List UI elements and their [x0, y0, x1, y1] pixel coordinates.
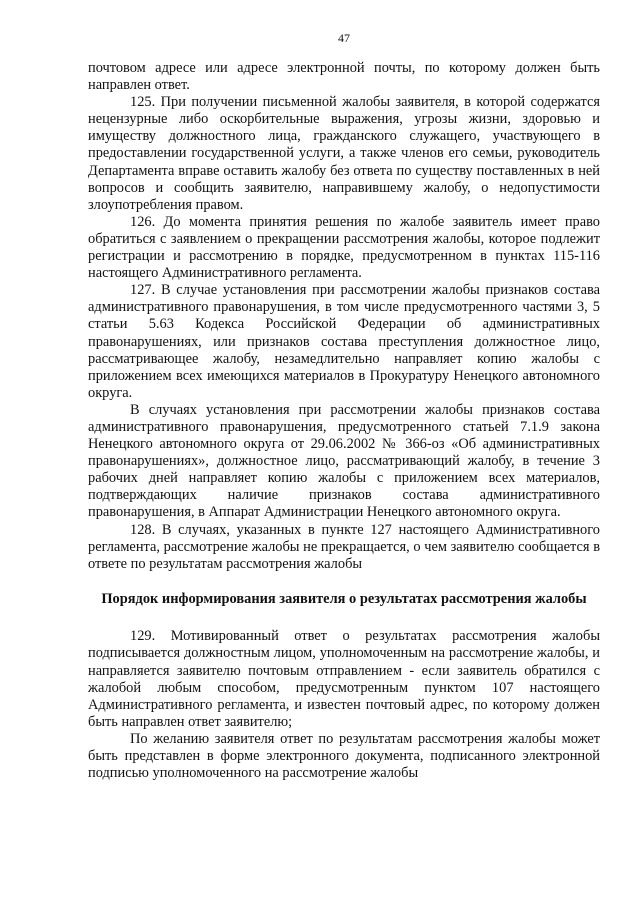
paragraph-127-continued: В случаях установления при рассмотрении жалобы признаков состава административного правонарушения, предусмотренного статьей 7.1.9 закона Ненецкого автономного округа от 29.06.2002 № 366-оз «Об административных правонарушениях», должностное лицо, рассматривающий жалобу, в течение 3 рабочих дней направляет копию жалобы с приложением всех материалов, подтверждающих наличие признаков состава административного правонарушения, в Аппарат Администрации Ненецкого автономного округа.: [88, 401, 600, 521]
paragraph-129: 129. Мотивированный ответ о результатах рассмотрения жалобы подписывается должностным лицом, уполномоченным на рассмотрение жалобы, и направляется заявителю почтовым отправлением - если заявитель обратился с жалобой любым способом, предусмотренным пунктом 107 настоящего Административного регламента, и известен почтовый адрес, по которому должен быть направлен ответ заявителю;: [88, 628, 600, 730]
paragraph-continuation: почтовом адресе или адресе электронной почты, по которому должен быть направлен ответ.: [88, 60, 600, 94]
document-body: [88, 60, 600, 782]
paragraph-125: 125. При получении письменной жалобы заявителя, в которой содержатся нецензурные либо оскорбительные выражения, угрозы жизни, здоровью и имуществу должностного лица, гражданского служащего, участвующего в предоставлении государственной услуги, а также членов его семьи, руководитель Департамента вправе оставить жалобу без ответа по существу поставленных в ней вопросов и сообщить заявителю, направившему жалобу, о недопустимости злоупотребления правом.: [88, 94, 600, 213]
paragraph-128: 128. В случаях, указанных в пункте 127 настоящего Административного регламента, рассмотрение жалобы не прекращается, о чем заявителю сообщается в ответе по результатам рассмотрения жалобы: [88, 521, 600, 572]
paragraph-126: 126. До момента принятия решения по жалобе заявитель имеет право обратиться с заявлением о прекращении рассмотрения жалобы, которое подлежит регистрации и рассмотрению в порядке, предусмотренном в пунктах 115-116 настоящего Административного регламента.: [88, 213, 600, 282]
paragraph-129-continued: По желанию заявителя ответ по результатам рассмотрения жалобы может быть представлен в форме электронного документа, подписанного электронной подписью уполномоченного на рассмотрение жалобы: [88, 730, 600, 782]
page-number: 47: [338, 31, 350, 45]
paragraph-127: 127. В случае установления при рассмотрении жалобы признаков состава административного правонарушения, в том числе предусмотренного частями 3, 5 статьи 5.63 Кодекса Российской Федерации об административных правонарушениях, или признаков состава преступления должностное лицо, рассматривающее жалобу, незамедлительно направляет копию жалобы с приложением всех имеющихся материалов в Прокуратуру Ненецкого автономного округа.: [88, 282, 600, 401]
section-heading: Порядок информирования заявителя о результатах рассмотрения жалобы: [101, 590, 587, 607]
